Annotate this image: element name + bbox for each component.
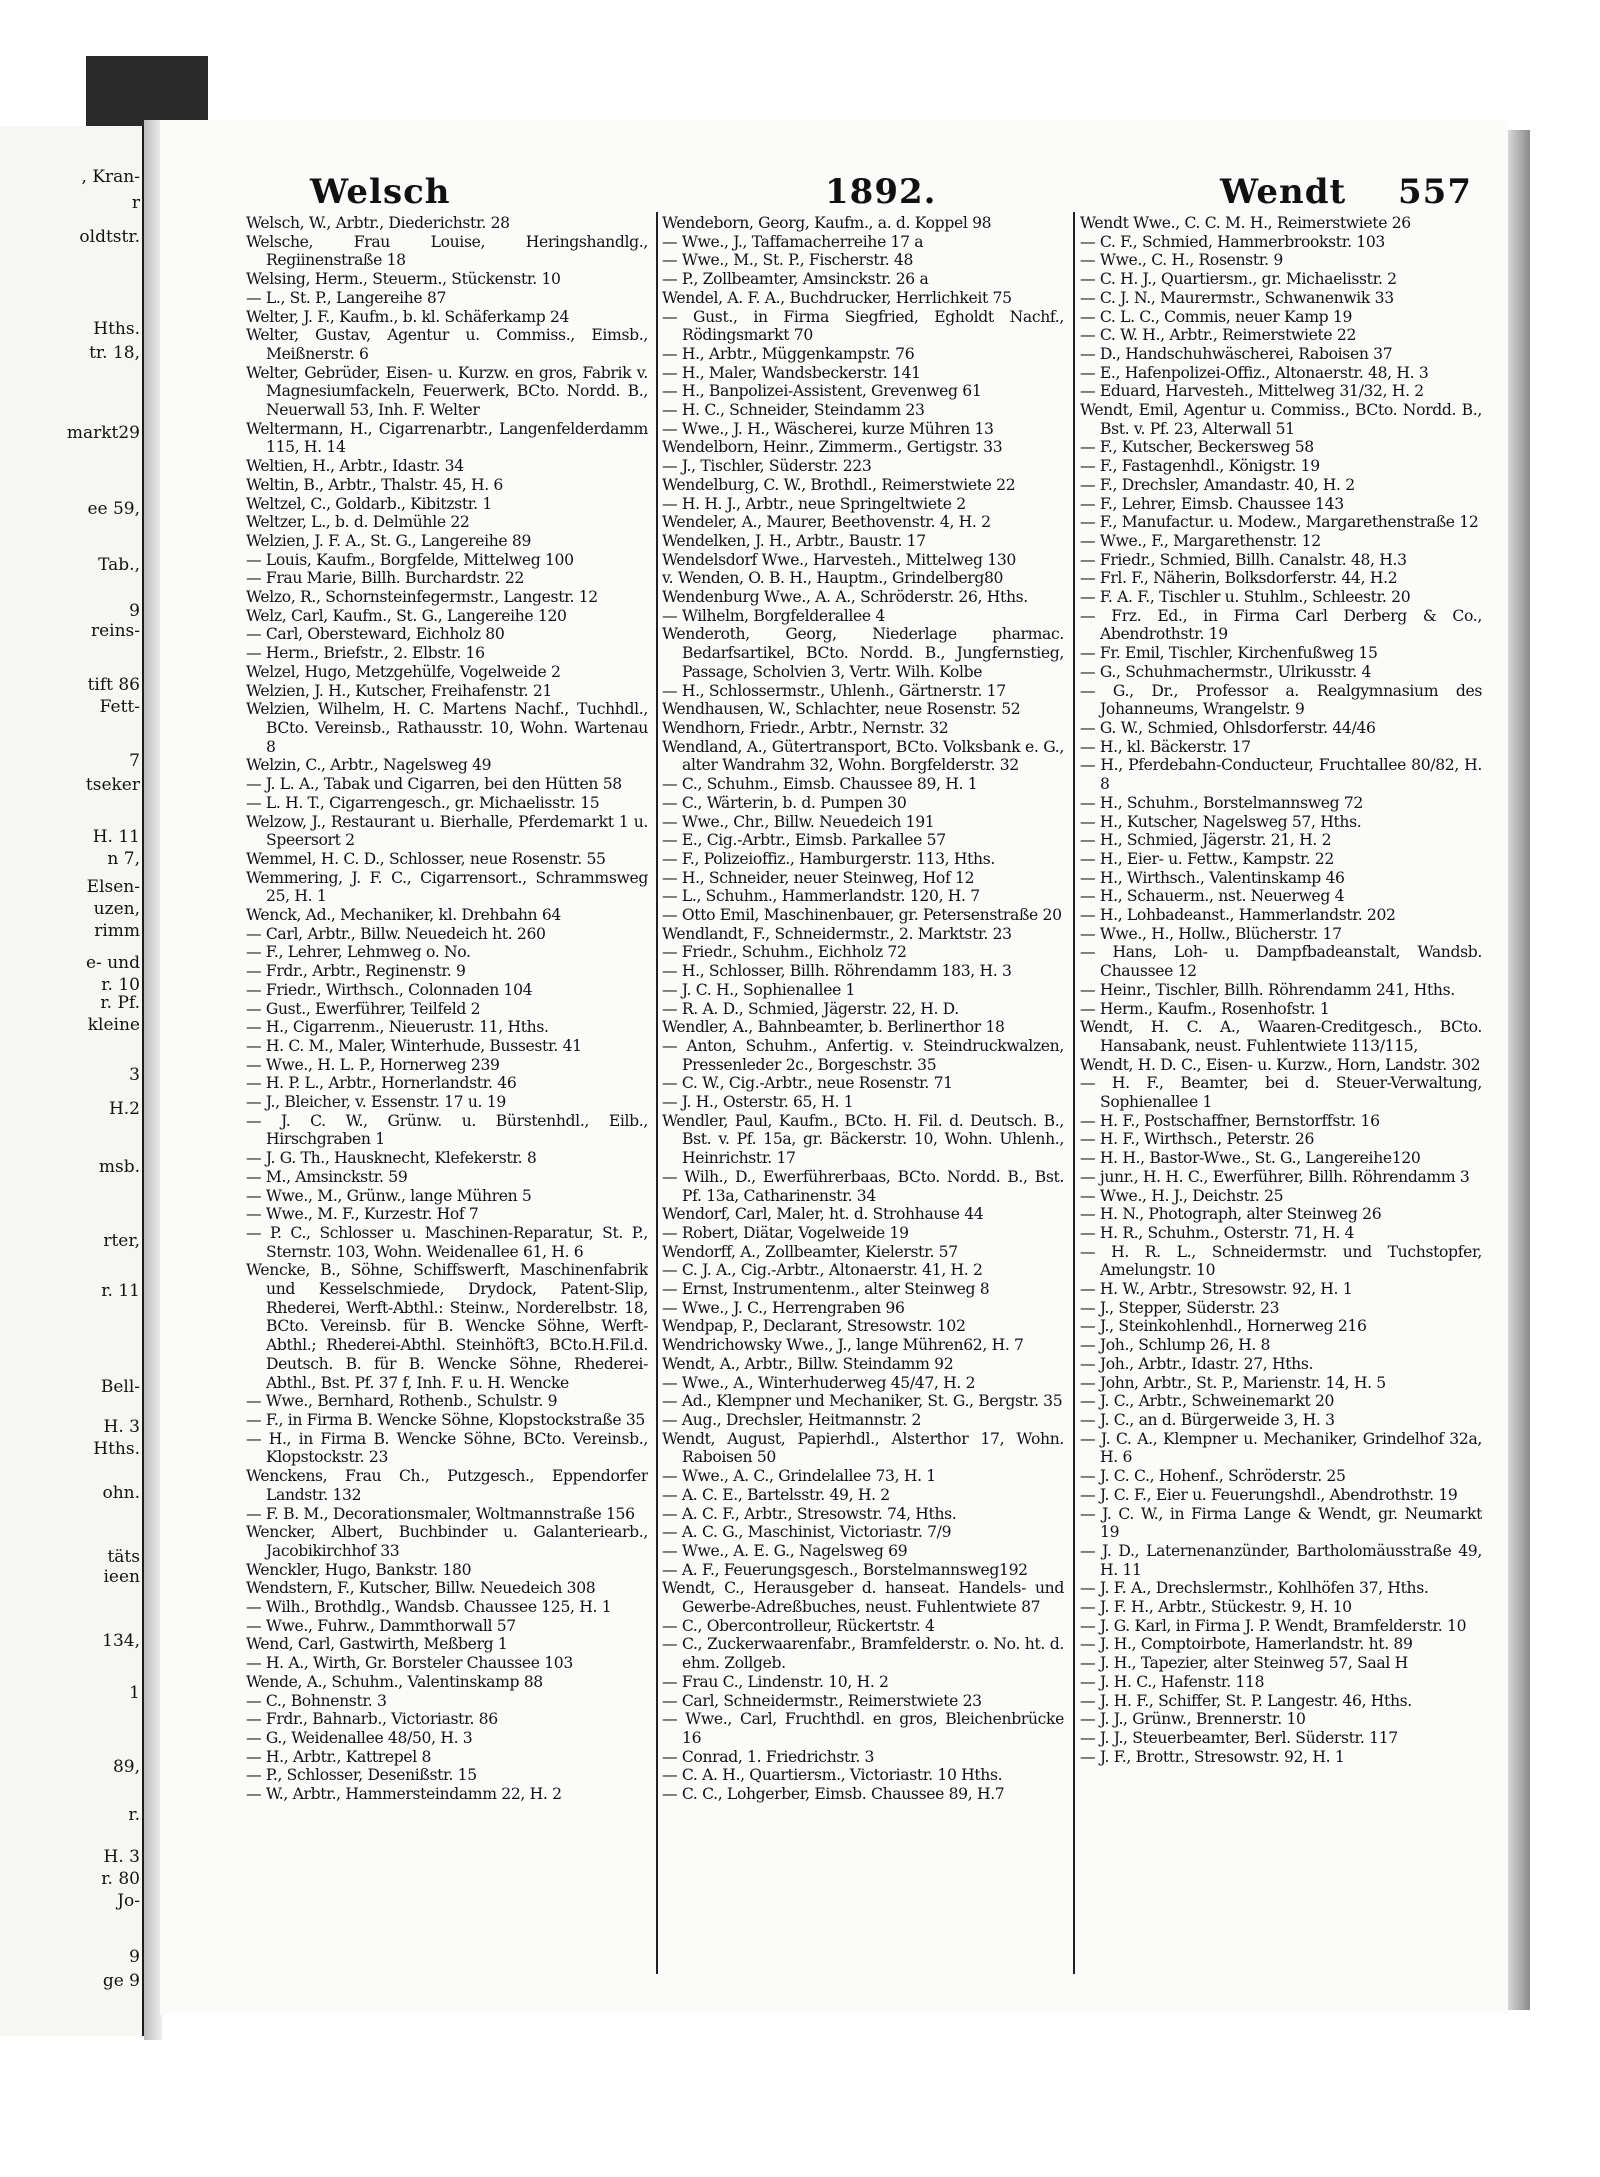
directory-entry: — J. H., Osterstr. 65, H. 1 [662, 1093, 854, 1112]
directory-entry: — H., Banpolizei-Assistent, Grevenweg 61 [662, 382, 982, 401]
directory-entry: Wendeler, A., Maurer, Beethovenstr. 4, H. 2 [662, 513, 991, 532]
page-edge-shadow [1508, 130, 1530, 2010]
directory-entry: — Robert, Diätar, Vogelweide 19 [662, 1223, 909, 1242]
directory-entry: — C. C., Lohgerber, Eimsb. Chaussee 89, H.7 [662, 1785, 1005, 1804]
previous-page-fragment: tseker [85, 775, 140, 795]
directory-entry: — F., Polizeioffiz., Hamburgerstr. 113, Hths. [662, 849, 996, 868]
column-1 [246, 214, 648, 1984]
previous-page-fragment: 9 [129, 601, 140, 621]
previous-page-fragment: 134, [102, 1631, 140, 1651]
column-3 [1080, 214, 1482, 1984]
previous-page-fragment: Elsen- [86, 877, 140, 897]
directory-entry: Wendel, A. F. A., Buchdrucker, Herrlichkeit 75 [662, 288, 1012, 307]
directory-entry: — Frz. Ed., in Firma Carl Derberg & Co., Abendrothstr. 19 [1080, 606, 1482, 644]
page-number: 557 [1398, 172, 1472, 212]
directory-entry: Weltzel, C., Goldarb., Kibitzstr. 1 [246, 494, 492, 513]
directory-entry: — junr., H. H. C., Ewerführer, Billh. Röhrendamm 3 [1080, 1167, 1470, 1186]
directory-entry: — C. W. H., Arbtr., Reimerstwiete 22 [1080, 326, 1357, 345]
column-rule [656, 212, 658, 1974]
directory-entry: Wendland, A., Gütertransport, BCto. Volksbank e. G., alter Wandrahm 32, Wohn. Borgfelderstr. 32 [662, 737, 1064, 775]
directory-entry: Wendelborn, Heinr., Zimmerm., Gertigstr. 33 [662, 438, 1003, 457]
directory-entry: — F. B. M., Decorationsmaler, Woltmannstraße 156 [246, 1504, 635, 1523]
directory-entry: — A. C. F., Arbtr., Stresowstr. 74, Hths. [662, 1504, 957, 1523]
directory-entry: — Aug., Drechsler, Heitmannstr. 2 [662, 1411, 922, 1429]
directory-entry: — H., Cigarrenm., Nieuerustr. 11, Hths. [246, 1018, 549, 1037]
directory-entry: — L., St. P., Langereihe 87 [246, 288, 447, 307]
directory-entry: — J. H., Tapezier, alter Steinweg 57, Saal H [1080, 1654, 1408, 1673]
directory-entry: — Wwe., Carl, Fruchthdl. en gros, Bleichenbrücke 16 [662, 1710, 1064, 1747]
directory-entry: Welzel, Hugo, Metzgehülfe, Vogelweide 2 [246, 662, 561, 681]
directory-page [160, 120, 1508, 2015]
previous-page-fragment: 1 [129, 1683, 140, 1703]
directory-entry: Wendler, A., Bahnbeamter, b. Berlinerthor 18 [662, 1018, 1005, 1037]
directory-entry: Weltin, B., Arbtr., Thalstr. 45, H. 6 [246, 475, 503, 494]
previous-page-fragment: 7 [129, 751, 140, 771]
previous-page-fragment: ee 59, [87, 499, 140, 519]
directory-entry: — H., Pferdebahn-Conducteur, Fruchtallee 80/82, H. 8 [1080, 756, 1482, 794]
directory-entry: — Wwe., M. F., Kurzestr. Hof 7 [246, 1205, 479, 1224]
directory-entry: Wendhausen, W., Schlachter, neue Rosenstr. 52 [662, 700, 1021, 719]
directory-entry: — C., Obercontrolleur, Rückertstr. 4 [662, 1616, 935, 1635]
directory-entry: — Joh., Schlump 26, H. 8 [1080, 1336, 1271, 1355]
previous-page-fragment: uzen, [93, 899, 140, 919]
directory-entry: — J. C. F., Eier u. Feuerungshdl., Abendrothstr. 19 [1080, 1485, 1458, 1504]
previous-page-fragment: rter, [103, 1231, 140, 1251]
directory-entry: Wemmering, J. F. C., Cigarrensort., Schrammsweg 25, H. 1 [246, 868, 648, 906]
previous-page-fragment: e- und [86, 953, 140, 973]
directory-entry: — F., Drechsler, Amandastr. 40, H. 2 [1080, 475, 1355, 494]
directory-entry: Welz, Carl, Kaufm., St. G., Langereihe 120 [246, 606, 567, 625]
directory-entry: — H., in Firma B. Wencke Söhne, BCto. Vereinsb., Klopstockstr. 23 [246, 1429, 648, 1467]
directory-entry: Weltien, H., Arbtr., Idastr. 34 [246, 457, 464, 476]
directory-entry: — H., Schlosser, Billh. Röhrendamm 183, H. 3 [662, 962, 1012, 981]
directory-entry: — F. A. F., Tischler u. Stuhlm., Schleestr. 20 [1080, 588, 1411, 607]
column-rule [1073, 212, 1075, 1974]
directory-entry: — J. J., Grünw., Brennerstr. 10 [1080, 1710, 1306, 1729]
previous-page-fragment: kleine [87, 1015, 140, 1035]
directory-entry: Wendenburg Wwe., A. A., Schröderstr. 26, Hths. [662, 588, 1028, 607]
directory-entry: — G., Weidenallee 48/50, H. 3 [246, 1728, 473, 1747]
directory-entry: — H., Schmied, Jägerstr. 21, H. 2 [1080, 831, 1332, 850]
previous-page-fragment: r. [128, 1805, 140, 1825]
directory-entry: — J., Tischler, Süderstr. 223 [662, 457, 872, 476]
directory-entry: — Wwe., M., St. P., Fischerstr. 48 [662, 251, 914, 270]
directory-entry: Wendpap, P., Declarant, Stresowstr. 102 [662, 1317, 966, 1336]
directory-entry: — F., Fastagenhdl., Königstr. 19 [1080, 457, 1320, 476]
previous-page-fragment: Fett- [99, 697, 140, 717]
directory-entry: — Wwe., H. L. P., Hornerweg 239 [246, 1055, 500, 1074]
directory-entry: — H. R. L., Schneidermstr. und Tuchstopfer, Amelungstr. 10 [1080, 1242, 1482, 1280]
directory-entry: — J. F. H., Arbtr., Stückestr. 9, H. 10 [1080, 1598, 1352, 1617]
directory-entry: — C., Schuhm., Eimsb. Chaussee 89, H. 1 [662, 775, 978, 794]
directory-entry: — L. H. T., Cigarrengesch., gr. Michaelisstr. 15 [246, 793, 600, 812]
directory-entry: — Wwe., A. E. G., Nagelsweg 69 [662, 1541, 908, 1560]
previous-page-fragment: markt29 [66, 423, 140, 443]
previous-page-fragment: H. 11 [92, 827, 140, 847]
directory-entry: — H. H., Bastor-Wwe., St. G., Langereihe120 [1080, 1149, 1421, 1168]
directory-entry: — Joh., Arbtr., Idastr. 27, Hths. [1080, 1354, 1314, 1373]
previous-page-fragment: Hths. [93, 319, 140, 339]
directory-entry: — H. R., Schuhm., Osterstr. 71, H. 4 [1080, 1223, 1355, 1242]
directory-entry: — C. F., Schmied, Hammerbrookstr. 103 [1080, 232, 1386, 251]
directory-entry: — H., Schuhm., Borstelmannsweg 72 [1080, 793, 1363, 812]
directory-entry: — Fr. Emil, Tischler, Kirchenfußweg 15 [1080, 644, 1378, 663]
directory-entry: Welzow, J., Restaurant u. Bierhalle, Pferdemarkt 1 u. Speersort 2 [246, 812, 648, 850]
previous-page-fragment: tift 86 [87, 675, 140, 695]
directory-entry: Wendorff, A., Zollbeamter, Kielerstr. 57 [662, 1242, 958, 1261]
directory-entry: Wendt, A., Arbtr., Billw. Steindamm 92 [662, 1354, 954, 1373]
directory-entry: — J. D., Laternenanzünder, Bartholomäusstraße 49, H. 11 [1080, 1541, 1482, 1579]
previous-page-fragment: H. 3 [103, 1417, 140, 1437]
directory-entry: — H., Eier- u. Fettw., Kampstr. 22 [1080, 849, 1334, 868]
directory-entry: Wenckens, Frau Ch., Putzgesch., Eppendorfer Landstr. 132 [246, 1467, 648, 1504]
directory-entry: — F., in Firma B. Wencke Söhne, Klopstockstraße 35 [246, 1411, 645, 1429]
directory-entry: Welsing, Herm., Steuerm., Stückenstr. 10 [246, 270, 561, 289]
previous-page-fragment: Bell- [100, 1377, 140, 1397]
previous-page-fragment: msb. [98, 1157, 140, 1177]
previous-page-fragment: r. 11 [101, 1281, 140, 1301]
directory-entry: — H. A., Wirth, Gr. Borsteler Chaussee 103 [246, 1654, 573, 1673]
directory-entry: Wendhorn, Friedr., Arbtr., Nernstr. 32 [662, 718, 949, 737]
running-head-left: Welsch [310, 172, 451, 212]
directory-entry: — C. J. A., Cig.-Arbtr., Altonaerstr. 41, H. 2 [662, 1261, 983, 1280]
directory-entry: v. Wenden, O. B. H., Hauptm., Grindelberg80 [662, 569, 1004, 588]
previous-page-fragment: H. 3 [103, 1847, 140, 1867]
directory-entry: — Wwe., A. C., Grindelallee 73, H. 1 [662, 1467, 936, 1486]
directory-entry: Wendler, Paul, Kaufm., BCto. H. Fil. d. Deutsch. B., Bst. v. Pf. 15a, gr. Bäckerstr. 10, Wohn. Uhlenh., Heinrichstr. 17 [662, 1111, 1064, 1168]
previous-page-fragment: 89, [112, 1757, 140, 1777]
directory-entry: — C., Zuckerwaarenfabr., Bramfelderstr. o. No. ht. d. ehm. Zollgeb. [662, 1635, 1064, 1673]
directory-entry: — C. A. H., Quartiersm., Victoriastr. 10 Hths. [662, 1766, 1003, 1785]
previous-page-fragment: r. Pf. [100, 993, 140, 1013]
directory-entry: — H., Schneider, neuer Steinweg, Hof 12 [662, 868, 975, 887]
directory-entry: Weltzer, L., b. d. Delmühle 22 [246, 513, 470, 532]
directory-entry: — H., Kutscher, Nagelsweg 57, Hths. [1080, 812, 1362, 831]
directory-entry: Wendt, August, Papierhdl., Alsterthor 17, Wohn. Raboisen 50 [662, 1429, 1064, 1467]
previous-page-fragment: tr. 18, [89, 343, 140, 363]
directory-entry: — Wwe., Fuhrw., Dammthorwall 57 [246, 1616, 516, 1635]
directory-entry: — Heinr., Tischler, Billh. Röhrendamm 241, Hths. [1080, 980, 1455, 999]
previous-page-fragment: n 7, [107, 849, 140, 869]
directory-entry: — F., Lehrer, Lehmweg o. No. [246, 943, 471, 962]
directory-entry: — C. W., Cig.-Arbtr., neue Rosenstr. 71 [662, 1074, 953, 1093]
previous-page-fragment: reins- [90, 621, 140, 641]
directory-entry: — J., Bleicher, v. Essenstr. 17 u. 19 [246, 1093, 506, 1112]
column-2 [662, 214, 1064, 1984]
directory-entry: Wend, Carl, Gastwirth, Meßberg 1 [246, 1635, 508, 1654]
directory-entry: — Wilh., Brothdlg., Wandsb. Chaussee 125, H. 1 [246, 1598, 612, 1617]
directory-entry: — Friedr., Wirthsch., Colonnaden 104 [246, 980, 533, 999]
directory-entry: — W., Arbtr., Hammersteindamm 22, H. 2 [246, 1785, 562, 1804]
directory-entry: Welter, Gustav, Agentur u. Commiss., Eimsb., Meißnerstr. 6 [246, 326, 648, 363]
directory-entry: — E., Hafenpolizei-Offiz., Altonaerstr. 48, H. 3 [1080, 363, 1429, 382]
directory-entry: — H. C., Schneider, Steindamm 23 [662, 401, 925, 420]
directory-entry: — Gust., Ewerführer, Teilfeld 2 [246, 999, 481, 1018]
directory-entry: — A. C. E., Bartelsstr. 49, H. 2 [662, 1485, 890, 1504]
directory-entry: — Herm., Briefstr., 2. Elbstr. 16 [246, 644, 485, 663]
directory-entry: Wenckler, Hugo, Bankstr. 180 [246, 1560, 472, 1579]
directory-entry: Weltermann, H., Cigarrenarbtr., Langenfelderdamm 115, H. 14 [246, 419, 648, 457]
directory-entry: Wendt, H. D. C., Eisen- u. Kurzw., Horn, Landstr. 302 [1080, 1055, 1481, 1074]
directory-entry: Wemmel, H. C. D., Schlosser, neue Rosenstr. 55 [246, 849, 606, 868]
directory-entry: — H. W., Arbtr., Stresowstr. 92, H. 1 [1080, 1280, 1353, 1299]
previous-page-fragment: Hths. [93, 1439, 140, 1459]
directory-entry: Wendt, C., Herausgeber d. hanseat. Handels- und Gewerbe-Adreßbuches, neust. Fuhlentwiete 87 [662, 1579, 1064, 1617]
directory-entry: — Frdr., Bahnarb., Victoriastr. 86 [246, 1710, 498, 1729]
directory-entry: — Carl, Schneidermstr., Reimerstwiete 23 [662, 1691, 982, 1710]
directory-entry: — J., Steinkohlenhdl., Hornerweg 216 [1080, 1317, 1367, 1336]
directory-entry: — Wwe., A., Winterhuderweg 45/47, H. 2 [662, 1373, 976, 1392]
directory-entry: Wendstern, F., Kutscher, Billw. Neuedeich 308 [246, 1579, 596, 1598]
previous-page-fragment: ieen [103, 1567, 140, 1587]
directory-entry: — J. F. A., Drechslermstr., Kohlhöfen 37, Hths. [1080, 1579, 1429, 1598]
directory-entry: — Carl, Obersteward, Eichholz 80 [246, 625, 505, 644]
directory-entry: — M., Amsinckstr. 59 [246, 1167, 408, 1186]
directory-entry: — J. C. H., Sophienallee 1 [662, 980, 856, 999]
directory-entry: — H., Maler, Wandsbeckerstr. 141 [662, 363, 921, 382]
directory-entry: — H. P. L., Arbtr., Hornerlandstr. 46 [246, 1074, 517, 1093]
directory-entry: — J. C., an d. Bürgerweide 3, H. 3 [1080, 1411, 1335, 1429]
directory-entry: — H. H. J., Arbtr., neue Springeltwiete 2 [662, 494, 966, 513]
directory-entry: Welzien, J. H., Kutscher, Freihafenstr. 21 [246, 681, 552, 700]
directory-entry: — Wwe., C. H., Rosenstr. 9 [1080, 251, 1283, 270]
previous-page-fragment: Jo- [117, 1891, 140, 1911]
directory-entry: — H., Lohbadeanst., Hammerlandstr. 202 [1080, 906, 1396, 925]
directory-entry: — Conrad, 1. Friedrichstr. 3 [662, 1747, 875, 1766]
directory-entry: — J. L. A., Tabak und Cigarren, bei den Hütten 58 [246, 775, 622, 794]
directory-entry: — H. F., Beamter, bei d. Steuer-Verwaltung, Sophienallee 1 [1080, 1074, 1482, 1112]
directory-entry: — Hans, Loh- u. Dampfbadeanstalt, Wandsb. Chaussee 12 [1080, 943, 1482, 981]
previous-page-fragment: r. 80 [101, 1869, 140, 1889]
directory-entry: — F., Manufactur. u. Modew., Margarethenstraße 12 [1080, 513, 1479, 532]
running-head-year: 1892. [825, 172, 937, 212]
directory-entry: Wendt, Emil, Agentur u. Commiss., BCto. Nordd. B., Bst. v. Pf. 23, Alterwall 51 [1080, 401, 1482, 438]
directory-entry: — H. N., Photograph, alter Steinweg 26 [1080, 1205, 1382, 1224]
directory-entry: — Wwe., M., Grünw., lange Mühren 5 [246, 1186, 532, 1205]
directory-entry: — C. L. C., Commis, neuer Kamp 19 [1080, 307, 1353, 326]
directory-entry: — Wwe., J. H., Wäscherei, kurze Mühren 13 [662, 419, 994, 438]
directory-entry: — Eduard, Harvesteh., Mittelweg 31/32, H. 2 [1080, 382, 1424, 401]
directory-entry: Wendelsdorf Wwe., Harvesteh., Mittelweg 130 [662, 550, 1016, 569]
directory-entry: — D., Handschuhwäscherei, Raboisen 37 [1080, 344, 1393, 363]
previous-page-fragment: Tab., [98, 555, 140, 575]
directory-entry: — Gust., in Firma Siegfried, Egholdt Nachf., Rödingsmarkt 70 [662, 307, 1064, 345]
directory-entry: Wendelken, J. H., Arbtr., Baustr. 17 [662, 531, 926, 550]
previous-page-fragment: ohn. [102, 1483, 140, 1503]
directory-entry: — H., Schlossermstr., Uhlenh., Gärtnerstr. 17 [662, 681, 1006, 700]
previous-page-fragment: r. 10 [101, 975, 140, 995]
directory-entry: — Wilh., D., Ewerführerbaas, BCto. Nordd. B., Bst. Pf. 13a, Catharinenstr. 34 [662, 1167, 1064, 1205]
directory-entry: — C. J. N., Maurermstr., Schwanenwik 33 [1080, 288, 1394, 307]
directory-entry: Welzin, C., Arbtr., Nagelsweg 49 [246, 756, 492, 775]
directory-entry: — Wwe., Bernhard, Rothenb., Schulstr. 9 [246, 1392, 558, 1411]
directory-entry: — J. H., Comptoirbote, Hamerlandstr. ht. 89 [1080, 1635, 1413, 1654]
previous-page-edge [0, 126, 145, 2036]
directory-entry: — Wwe., F., Margarethenstr. 12 [1080, 531, 1321, 550]
directory-entry: — J. F., Brottr., Stresowstr. 92, H. 1 [1080, 1747, 1345, 1766]
directory-entry: — Anton, Schuhm., Anfertig. v. Steindruckwalzen, Pressenleder 2c., Borgeschstr. 35 [662, 1036, 1064, 1074]
directory-entry: — A. C. G., Maschinist, Victoriastr. 7/9 [662, 1523, 952, 1542]
directory-entry: Wendt, H. C. A., Waaren-Creditgesch., BCto. Hansabank, neust. Fuhlentwiete 113/115, [1080, 1018, 1482, 1055]
directory-entry: — P. C., Schlosser u. Maschinen-Reparatur, St. P., Sternstr. 103, Wohn. Weidenallee 61, H. 6 [246, 1223, 648, 1261]
directory-entry: — H., Schauerm., nst. Neuerweg 4 [1080, 887, 1345, 906]
directory-entry: Wendelburg, C. W., Brothdl., Reimerstwiete 22 [662, 475, 1016, 494]
directory-entry: — H., Arbtr., Müggenkampstr. 76 [662, 344, 915, 363]
directory-entry: — J. H. C., Hafenstr. 118 [1080, 1672, 1265, 1691]
directory-entry: — Frau Marie, Billh. Burchardstr. 22 [246, 569, 524, 588]
previous-page-fragment: täts [107, 1547, 140, 1567]
directory-entry: — Carl, Arbtr., Billw. Neuedeich ht. 260 [246, 924, 546, 943]
directory-entry: — J. G. Karl, in Firma J. P. Wendt, Bramfelderstr. 10 [1080, 1616, 1467, 1635]
directory-entry: Welzo, R., Schornsteinfegermstr., Langestr. 12 [246, 588, 598, 607]
directory-entry: — Friedr., Schuhm., Eichholz 72 [662, 943, 907, 962]
black-index-tab [86, 56, 208, 126]
directory-entry: — Wwe., Chr., Billw. Neuedeich 191 [662, 812, 935, 831]
directory-entry: — Ad., Klempner und Mechaniker, St. G., Bergstr. 35 [662, 1392, 1063, 1411]
directory-entry: — John, Arbtr., St. P., Marienstr. 14, H. 5 [1080, 1373, 1386, 1392]
directory-entry: — H., Arbtr., Kattrepel 8 [246, 1747, 432, 1766]
directory-entry: — H. C. M., Maler, Winterhude, Bussestr. 41 [246, 1036, 582, 1055]
directory-entry: — Frl. F., Näherin, Bolksdorferstr. 44, H.2 [1080, 569, 1398, 588]
directory-entry: — C. H. J., Quartiersm., gr. Michaelisstr. 2 [1080, 270, 1397, 289]
directory-entry: — E., Cig.-Arbtr., Eimsb. Parkallee 57 [662, 831, 946, 850]
directory-entry: — Frdr., Arbtr., Reginenstr. 9 [246, 962, 466, 981]
directory-entry: — Wwe., H. J., Deichstr. 25 [1080, 1186, 1284, 1205]
previous-page-fragment: rimm [94, 921, 140, 941]
directory-entry: — J. C. A., Klempner u. Mechaniker, Grindelhof 32a, H. 6 [1080, 1429, 1482, 1467]
directory-entry: — C., Wärterin, b. d. Pumpen 30 [662, 793, 907, 812]
previous-page-fragment: 3 [129, 1065, 140, 1085]
directory-entry: — Otto Emil, Maschinenbauer, gr. Petersenstraße 20 [662, 906, 1062, 925]
directory-entry: Wenderoth, Georg, Niederlage pharmac. Bedarfsartikel, BCto. Nordd. B., Jungfernstieg, Passage, Scholvien 3, Vertr. Wilh. Kolbe [662, 625, 1064, 681]
directory-entry: — Wilhelm, Borgfelderallee 4 [662, 606, 885, 625]
directory-entry: Welzien, J. F. A., St. G., Langereihe 89 [246, 531, 532, 550]
directory-entry: — H., kl. Bäckerstr. 17 [1080, 737, 1251, 756]
directory-entry: Welsche, Frau Louise, Heringshandlg., Regiinenstraße 18 [246, 232, 648, 270]
directory-entry: — G. W., Schmied, Ohlsdorferstr. 44/46 [1080, 718, 1376, 737]
running-head-right: Wendt [1220, 172, 1347, 212]
previous-page-fragment: r [131, 193, 140, 213]
directory-entry: — Louis, Kaufm., Borgfelde, Mittelweg 100 [246, 550, 574, 569]
directory-entry: — L., Schuhm., Hammerlandstr. 120, H. 7 [662, 887, 980, 906]
directory-entry: — H. F., Wirthsch., Peterstr. 26 [1080, 1130, 1315, 1149]
directory-entry: Wende, A., Schuhm., Valentinskamp 88 [246, 1672, 543, 1691]
directory-entry: Wencker, Albert, Buchbinder u. Galanteriearb., Jacobikirchhof 33 [246, 1523, 648, 1560]
directory-entry: Wendeborn, Georg, Kaufm., a. d. Koppel 98 [662, 214, 992, 232]
directory-entry: — Wwe., H., Hollw., Blücherstr. 17 [1080, 924, 1342, 943]
directory-entry: — H. F., Postschaffner, Bernstorffstr. 16 [1080, 1111, 1380, 1130]
directory-entry: — F., Kutscher, Beckersweg 58 [1080, 438, 1314, 457]
previous-page-fragment: , Kran- [81, 167, 140, 187]
directory-entry: — Wwe., J. C., Herrengraben 96 [662, 1298, 905, 1317]
directory-entry: — Ernst, Instrumentenm., alter Steinweg 8 [662, 1280, 990, 1299]
previous-page-fragment: oldtstr. [79, 227, 140, 247]
directory-entry: — J. J., Steuerbeamter, Berl. Süderstr. 117 [1080, 1728, 1398, 1747]
directory-entry: — C., Bohnenstr. 3 [246, 1691, 387, 1710]
directory-entry: — Frau C., Lindenstr. 10, H. 2 [662, 1672, 889, 1691]
directory-entry: Welsch, W., Arbtr., Diederichstr. 28 [246, 214, 510, 232]
directory-entry: Wendlandt, F., Schneidermstr., 2. Marktstr. 23 [662, 924, 1012, 943]
directory-entry: — J. C. C., Hohenf., Schröderstr. 25 [1080, 1467, 1346, 1486]
directory-entry: Wendorf, Carl, Maler, ht. d. Strohhause 44 [662, 1205, 984, 1224]
previous-page-fragment: H.2 [108, 1099, 140, 1119]
directory-entry: — F., Lehrer, Eimsb. Chaussee 143 [1080, 494, 1344, 513]
directory-entry: Wendt Wwe., C. C. M. H., Reimerstwiete 26 [1080, 214, 1411, 232]
directory-entry: — J. C. W., Grünw. u. Bürstenhdl., Eilb., Hirschgraben 1 [246, 1111, 648, 1149]
directory-entry: — Herm., Kaufm., Rosenhofstr. 1 [1080, 999, 1330, 1018]
directory-entry: Wendrichowsky Wwe., J., lange Mühren62, H. 7 [662, 1336, 1024, 1355]
directory-entry: — P., Schlosser, Desenißstr. 15 [246, 1766, 477, 1785]
previous-page-fragment: ge 9 [102, 1971, 140, 1991]
directory-entry: — J. G. Th., Hausknecht, Klefekerstr. 8 [246, 1149, 537, 1168]
directory-entry: — A. F., Feuerungsgesch., Borstelmannsweg192 [662, 1560, 1028, 1579]
previous-page-fragment: 9 [129, 1947, 140, 1967]
directory-entry: — J. H. F., Schiffer, St. P. Langestr. 46, Hths. [1080, 1691, 1412, 1710]
directory-entry: Welter, Gebrüder, Eisen- u. Kurzw. en gros, Fabrik v. Magnesiumfackeln, Feuerwerk, BCto. Nordd. B., Neuerwall 53, Inh. F. Welter [246, 363, 648, 420]
directory-entry: — Friedr., Schmied, Billh. Canalstr. 48, H.3 [1080, 550, 1407, 569]
directory-entry: — H., Wirthsch., Valentinskamp 46 [1080, 868, 1345, 887]
directory-entry: Wenck, Ad., Mechaniker, kl. Drehbahn 64 [246, 906, 561, 925]
directory-entry: Welter, J. F., Kaufm., b. kl. Schäferkamp 24 [246, 307, 570, 326]
directory-entry: — J. C., Arbtr., Schweinemarkt 20 [1080, 1392, 1335, 1411]
directory-entry: — J. C. W., in Firma Lange & Wendt, gr. Neumarkt 19 [1080, 1504, 1482, 1542]
directory-entry: — P., Zollbeamter, Amsinckstr. 26 a [662, 270, 929, 289]
directory-entry: — R. A. D., Schmied, Jägerstr. 22, H. D. [662, 999, 959, 1018]
directory-entry: — G., Dr., Professor a. Realgymnasium des Johanneums, Wrangelstr. 9 [1080, 681, 1482, 719]
directory-entry: — J., Stepper, Süderstr. 23 [1080, 1298, 1280, 1317]
directory-entry: — Wwe., J., Taffamacherreihe 17 a [662, 232, 924, 251]
directory-entry: — G., Schuhmachermstr., Ulrikusstr. 4 [1080, 662, 1372, 681]
directory-entry: Welzien, Wilhelm, H. C. Martens Nachf., Tuchhdl., BCto. Vereinsb., Rathausstr. 10, Wohn. Wartenau 8 [246, 700, 648, 756]
directory-entry: Wencke, B., Söhne, Schiffswerft, Maschinenfabrik und Kesselschmiede, Drydock, Patent-Slip, Rhederei, Werft-Abthl.: Steinw., Norderelbstr. 18, BCto. Vereinsb. für B. Wencke Söhne, Werft-Abthl.; Rhederei-Abthl. Steinhöft3, BCto.H.Fil.d. Deutsch. B. für B. Wencke Söhne, Rhederei-Abthl., Bst. Pf. 37 f, Inh. F. u. H. Wencke [246, 1261, 648, 1392]
